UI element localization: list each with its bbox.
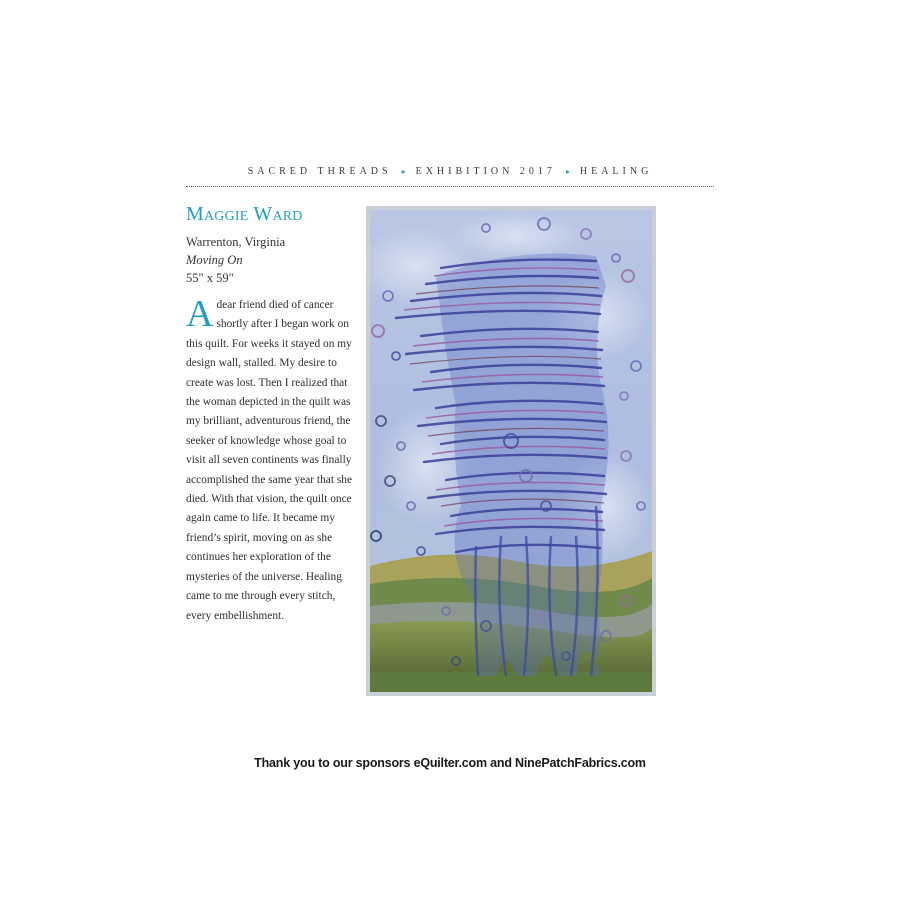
artist-name: Maggie Ward (186, 203, 303, 225)
header-part-category: HEALING (579, 166, 653, 177)
header-text (186, 166, 714, 177)
quilt-image (366, 206, 656, 696)
header-part-exhibition: EXHIBITION 2017 (415, 166, 556, 177)
statement-text: dear friend died of cancer shortly after I began work on this quilt. For weeks it stayed on my design wall, stalled. My desire to create was lost. Then I realized that the woman depicted in the quilt was my brilliant, adventurous friend, the seeker of knowledge whose goal to visit all seven continents was finally accomplished the same year that she died. With that vision, the quilt once again came to life. It became my friend’s spirit, moving on as she continues her exploration of the mysteries of the universe. Healing came to me through every stitch, every embellishment. (186, 299, 353, 622)
artist-location: Warrenton, Virginia (186, 235, 286, 249)
header-part-series: SACRED THREADS (247, 166, 392, 177)
statement-dropcap: A (186, 293, 214, 335)
quilt-title: Moving On (186, 253, 243, 267)
header-dotted-rule (186, 186, 714, 187)
header-separator-icon: ▸ (401, 167, 406, 176)
quilt-size: 55" x 59" (186, 271, 234, 285)
header-separator-icon: ▸ (565, 167, 570, 176)
artist-statement (186, 293, 358, 626)
page-header (186, 166, 714, 188)
sponsor-footer: Thank you to our sponsors eQuilter.com and NinePatchFabrics.com (254, 756, 646, 770)
artwork-meta (186, 233, 356, 287)
